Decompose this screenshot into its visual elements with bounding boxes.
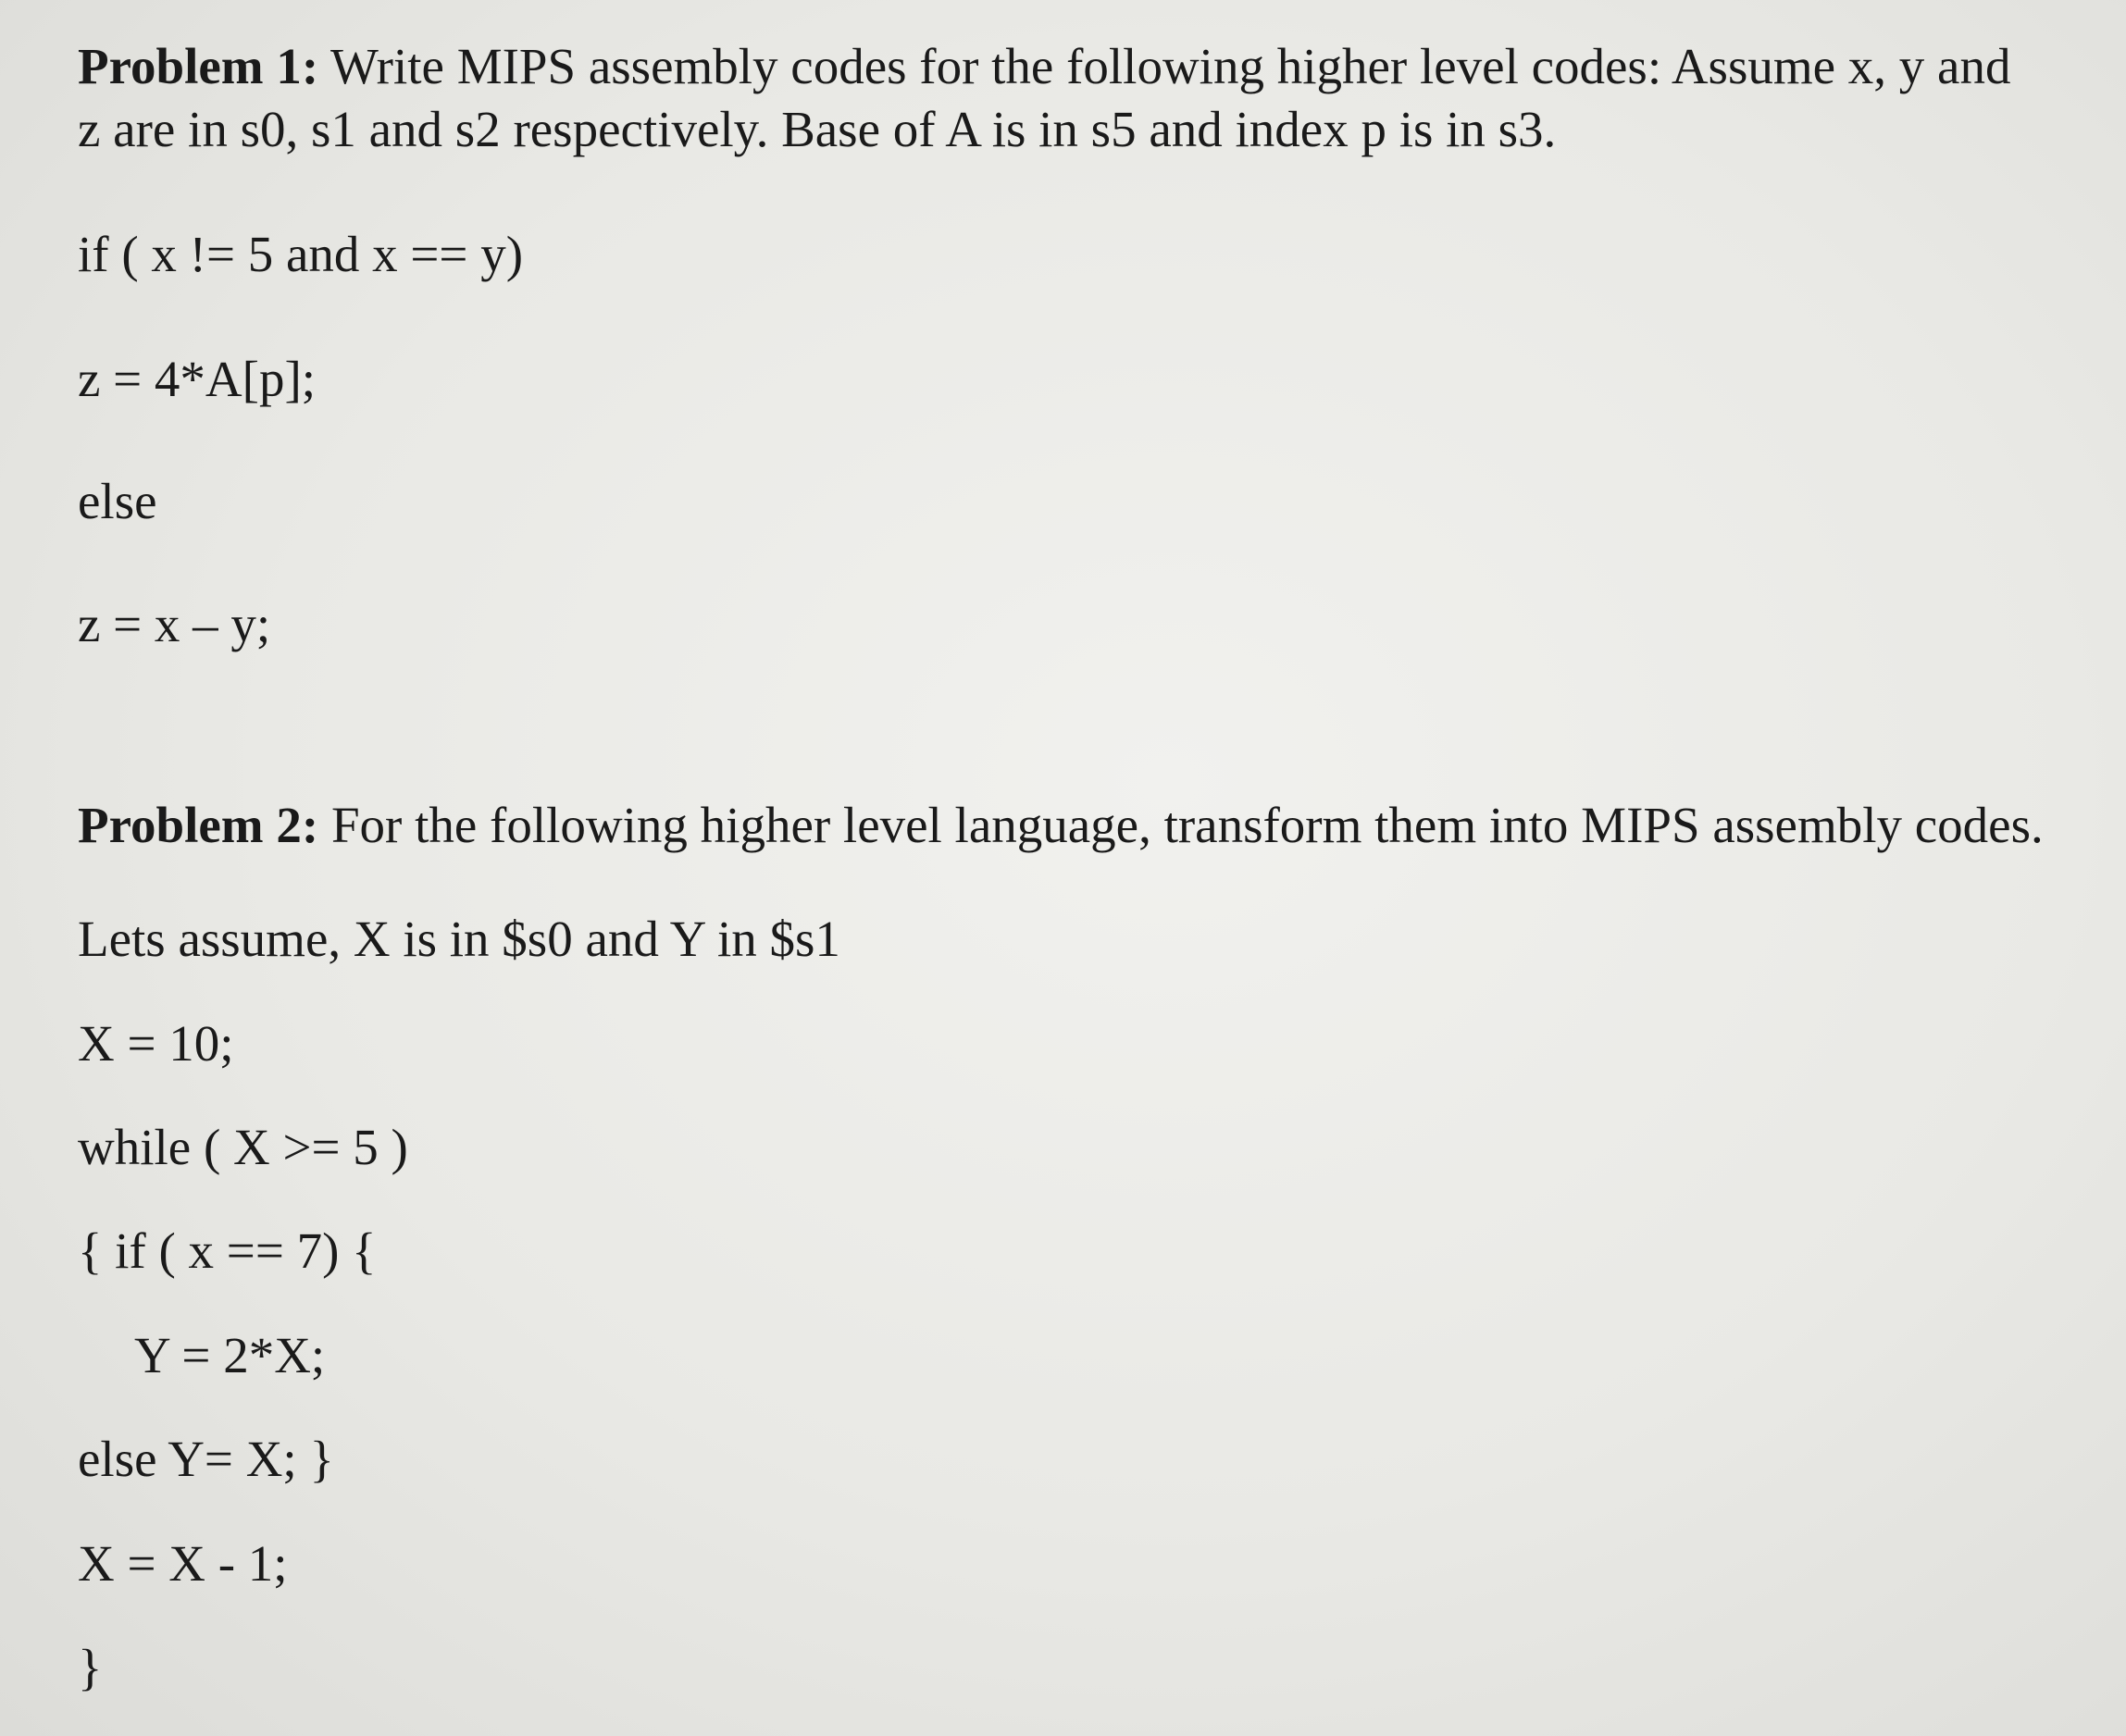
code-line: while ( X >= 5 )	[78, 1119, 408, 1175]
code-line: z = x – y;	[78, 596, 271, 652]
problem-1-statement-line-2: z are in s0, s1 and s2 respectively. Base of A is in s5 and index p is in s3.	[78, 101, 1557, 157]
problem-1-label: Problem 1:	[78, 38, 319, 94]
code-line: else Y= X; }	[78, 1431, 334, 1487]
problem-1-text: Write MIPS assembly codes for the following higher level codes: Assume x, y and	[329, 38, 2011, 94]
problem-2-assumption: Lets assume, X is in $s0 and Y in $s1	[78, 911, 840, 967]
code-line: if ( x != 5 and x == y)	[78, 226, 524, 282]
code-line: { if ( x == 7) {	[78, 1222, 377, 1279]
problem-2-label: Problem 2:	[78, 797, 319, 853]
code-line: Y = 2*X;	[134, 1327, 326, 1383]
problem-1-statement-line-1	[78, 39, 2010, 95]
problem-2-text: For the following higher level language, transform them into MIPS assembly codes.	[330, 797, 2044, 853]
code-line: }	[78, 1639, 103, 1695]
code-line: else	[78, 473, 157, 529]
code-line: X = X - 1;	[78, 1535, 288, 1592]
code-line: X = 10;	[78, 1015, 234, 1072]
code-line: z = 4*A[p];	[78, 351, 317, 407]
problem-2-statement	[78, 798, 2044, 854]
